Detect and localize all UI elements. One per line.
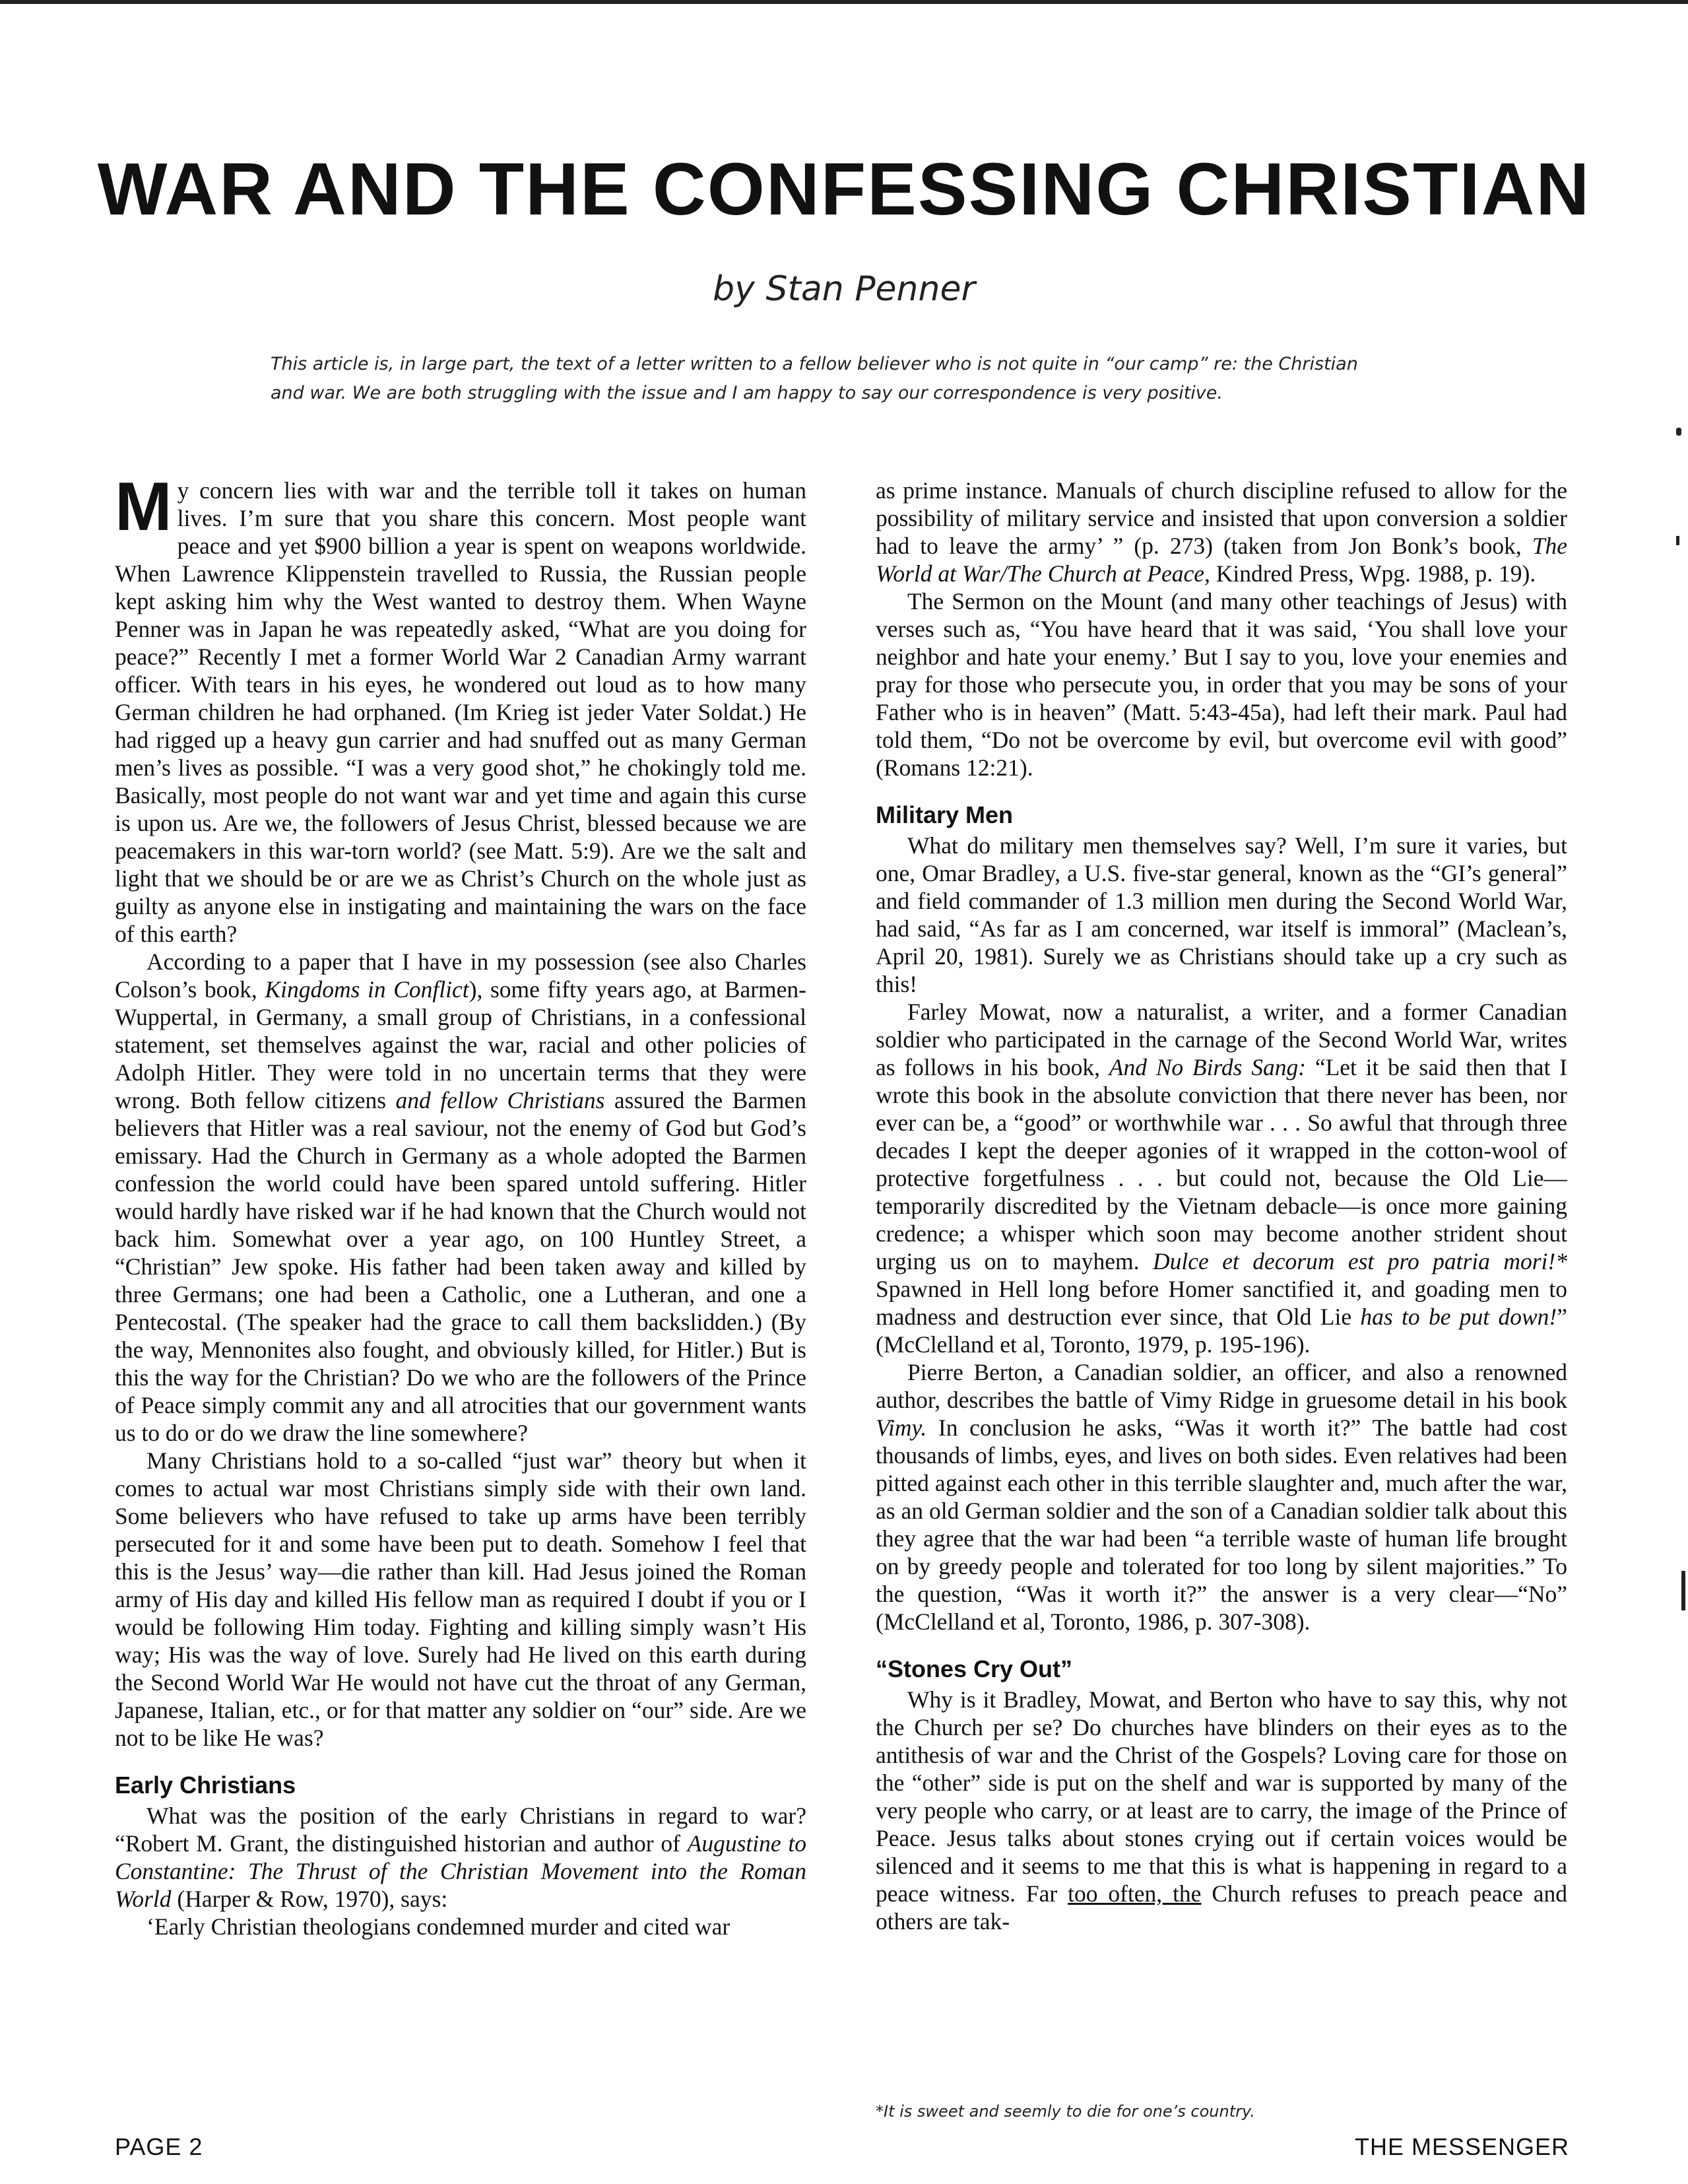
- paragraph-text: ” (McClelland et al, Toronto, 1979, p. 195-196).: [876, 1304, 1567, 1358]
- scan-mark: [1676, 536, 1679, 545]
- book-title: And No Birds Sang:: [1109, 1054, 1307, 1080]
- paragraph: [115, 1802, 806, 1913]
- paragraph-text: In conclusion he asks, “Was it worth it?” The battle had cost thousands of limbs, eyes, and lives on both sides. Even relatives had been pitted against each other in this terrible slaughter and, much after the war, as an old German soldier and the son of a Canadian soldier talk about this they agree that the war had been “a terrible waste of human life brought on by greedy people and tolerated for too long by silent majorities.” To the question, “Was it worth it?” the answer is a very clear—“No” (McClelland et al, Toronto, 1986, p. 307-308).: [876, 1414, 1567, 1635]
- paragraph-text: Kindred Press, Wpg. 1988, p. 19).: [1210, 560, 1536, 587]
- drop-cap: M: [115, 469, 172, 545]
- article-byline: by Stan Penner: [713, 269, 975, 309]
- paragraph-text: What was the position of the early Christians in regard to war? “Robert M. Grant, the distinguished historian and author of: [115, 1803, 806, 1857]
- scan-mark: [1681, 1571, 1685, 1610]
- paragraph: [876, 832, 1567, 998]
- book-title: Kingdoms in Conflict: [265, 976, 469, 1003]
- footnote: *It is sweet and seemly to die for one’s country.: [876, 2102, 1255, 2121]
- paragraph-text: Pierre Berton, a Canadian soldier, an officer, and also a renowned author, describes the battle of Vimy Ridge in gruesome detail in his book: [876, 1359, 1567, 1413]
- paragraph: [876, 1686, 1567, 1935]
- left-column: [115, 469, 806, 1940]
- top-border-rule: [0, 0, 1688, 4]
- paragraph-text: Many Christians hold to a so-called “just war” theory but when it comes to actual war most Christians simply side with their own land. Some believers who have refused to take up arms have been terribly persecuted for it and some have been put to death. Somehow I feel that this is the Jesus’ way—die rather than kill. Had Jesus joined the Roman army of His day and killed His fellow man as required I doubt if you or I would be following Him today. Fighting and killing simply wasn’t His way; His was the way of love. Surely had He lived on this earth during the Second World War He would not have cut the throat of any German, Japanese, Italian, etc., or for that matter any soldier on “our” side. Are we not to be like He was?: [115, 1447, 806, 1751]
- scan-mark: [1676, 428, 1681, 436]
- paragraph-text: Why is it Bradley, Mowat, and Berton who have to say this, why not the Church per se? Do churches have blinders on their eyes as to the antithesis of war and the Christ of the Gospels? Loving care for those on the “other” side is put on the shelf and war is supported by many of the very people who carry, or at least are to carry, the image of the Prince of Peace. Jesus talks about stones crying out if certain voices would be silenced and it seems to me that this is what is happening in regard to a peace witness. Far: [876, 1686, 1567, 1907]
- latin-quote: Dulce et decorum est pro patria mori!*: [1152, 1248, 1567, 1274]
- paragraph-text: ‘Early Christian theologians condemned murder and cited war: [146, 1913, 730, 1940]
- emphasis: and fellow Christians: [395, 1087, 605, 1113]
- paragraph-text: y concern lies with war and the terrible toll it takes on human lives. I’m sure that you share this concern. Most people want peace and yet $900 billion a year is spent on weapons worldwide. When Lawrence Klippenstein travelled to Russia, the Russian people kept asking him why the West wanted to destroy them. When Wayne Penner was in Japan he was repeatedly asked, “What are you doing for peace?” Recently I met a former World War 2 Canadian Army warrant officer. With tears in his eyes, he wondered out loud as to how many German children he had orphaned. (Im Krieg ist jeder Vater Soldat.) He had rigged up a heavy gun carrier and had snuffed out as many German men’s lives as possible. “I was a very good shot,” he chokingly told me. Basically, most people do not want war and yet time and again this curse is upon us. Are we, the followers of Jesus Christ, blessed because we are peacemakers in this war-torn world? (see Matt. 5:9). Are we the salt and light that we should be or are we as Christ’s Church on the whole just as guilty as anyone else in instigating and maintaining the wars on the face of this earth?: [115, 477, 806, 947]
- section-heading-stones-cry-out: “Stones Cry Out”: [876, 1655, 1073, 1682]
- right-column: [876, 477, 1567, 1935]
- paragraph-text: as prime instance. Manuals of church discipline refused to allow for the possibility of military service and insisted that upon conversion a soldier had to leave the army’ ” (p. 273) (taken from Jon Bonk’s book,: [876, 477, 1567, 559]
- book-title: Augustine to Constantine: The Thrust of the Christian Movement into the Roman World: [115, 1830, 806, 1912]
- book-title: The World at War/The Church at Peace,: [876, 533, 1567, 587]
- paragraph-text: assured the Barmen believers that Hitler was a real saviour, not the enemy of God but God’s emissary. Had the Church in Germany as a whole adopted the Barmen confession the world could have been spared untold suffering. Hitler would hardly have risked war if he had known that the Church would not back him. Somewhat over a year ago, on 100 Huntley Street, a “Christian” Jew spoke. His father had been taken away and killed by three Germans; one had been a Catholic, one a Lutheran, and one a Pentecostal. (The speaker had the grace to call them backslidden.) (By the way, Mennonites also fought, and obviously killed, for Hitler.) But is this the way for the Christian? Do we who are the followers of the Prince of Peace simply commit any and all atrocities that our government wants us to do or do we draw the line somewhere?: [115, 1087, 806, 1446]
- paragraph-text: According to a paper that I have in my possession (see also Charles Colson’s book,: [115, 948, 806, 1003]
- underlined-text: too often, the: [1068, 1880, 1202, 1907]
- paragraph: [115, 1447, 806, 1752]
- paragraph-text: The Sermon on the Mount (and many other teachings of Jesus) with verses such as, “You have heard that it was said, ‘You shall love your neighbor and hate your enemy.’ But I say to you, love your enemies and pray for those who persecute you, in order that you may be sons of your Father who is in heaven” (Matt. 5:43-45a), had left their mark. Paul had told them, “Do not be overcome by evil, but overcome evil with good” (Romans 12:21).: [876, 588, 1567, 781]
- paragraph: [876, 587, 1567, 781]
- intro-quote: “our camp”: [1105, 354, 1208, 374]
- article-intro: [271, 350, 1392, 408]
- paragraph-text: What do military men themselves say? Well, I’m sure it varies, but one, Omar Bradley, a U.S. five-star general, known as the “GI’s general” and field commander of 1.3 million men during the Second World War, had said, “As far as I am concerned, war itself is immoral” (Maclean’s, April 20, 1981). Surely we as Christians should take up a cry such as this!: [876, 832, 1567, 997]
- paragraph-text: Spawned in Hell long before Homer sanctified it, and goading men to madness and destruction ever since, that Old Lie: [876, 1276, 1567, 1330]
- paragraph: [876, 477, 1567, 587]
- paragraph-text: (Harper & Row, 1970), says:: [171, 1886, 448, 1912]
- paragraph-text: ), some fifty years ago, at Barmen-Wuppertal, in Germany, a small group of Christians, in a confessional statement, set themselves against the war, racial and other policies of Adolph Hitler. They were told in no uncertain terms that they were wrong. Both fellow citizens: [115, 976, 806, 1113]
- paragraph-text: Farley Mowat, now a naturalist, a writer, and a former Canadian soldier who participated in the carnage of the Second World War, writes as follows in his book,: [876, 999, 1567, 1080]
- paragraph: [115, 1913, 806, 1940]
- article-title: WAR AND THE CONFESSING CHRISTIAN: [97, 148, 1591, 230]
- paragraph-text: “Let it be said then that I wrote this book in the absolute conviction that there never has been, nor ever can be, a “good” or worthwhile war . . . So awful that through three decades I kept the deeper agonies of it wrapped in the cotton-wool of protective forgetfulness . . . but could not, because the Old Lie—temporarily discredited by the Vietnam debacle—is once more gaining credence; a whisper which soon may become another strident shout urging us on to mayhem.: [876, 1054, 1568, 1274]
- paragraph: [115, 469, 806, 948]
- emphasis: has to be put down!: [1360, 1304, 1557, 1330]
- paragraph: [876, 998, 1567, 1358]
- section-heading-early-christians: Early Christians: [115, 1771, 296, 1799]
- section-heading-military-men: Military Men: [876, 801, 1014, 828]
- paragraph-text: Church refuses to preach peace and others are tak-: [876, 1880, 1567, 1935]
- intro-text-1: This article is, in large part, the text of a letter written to a fellow believer who is not quite in: [271, 354, 1105, 374]
- publication-name: THE MESSENGER: [1354, 2133, 1569, 2160]
- intro-text-2: re: the Christian and war. We are both struggling with the issue and I am happy to say our correspondence is very positive.: [271, 354, 1358, 403]
- paragraph: [115, 948, 806, 1447]
- paragraph: [876, 1358, 1567, 1636]
- book-title: Vimy.: [876, 1414, 927, 1441]
- page-number: PAGE 2: [115, 2133, 203, 2160]
